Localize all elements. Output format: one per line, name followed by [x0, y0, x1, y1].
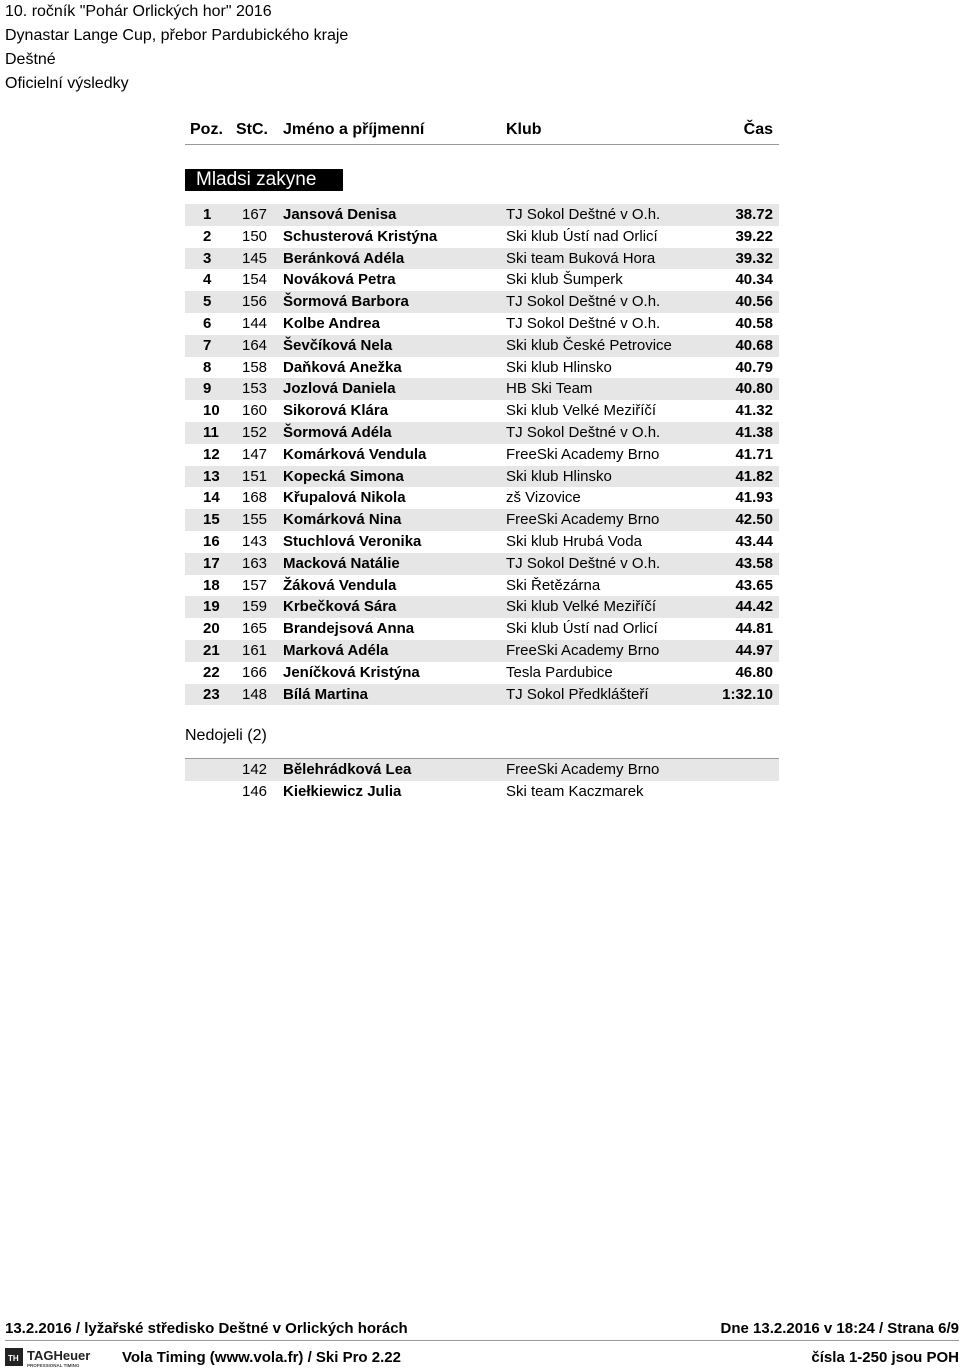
time-cell: 41.38 — [735, 423, 773, 441]
club-cell: Ski klub Hlinsko — [506, 358, 612, 376]
position-cell: 19 — [203, 598, 220, 616]
club-cell: Ski klub Ústí nad Orlicí — [506, 227, 658, 245]
club-cell: HB Ski Team — [506, 380, 593, 398]
time-cell: 42.50 — [735, 511, 773, 529]
start-number-cell: 164 — [242, 336, 268, 354]
table-row — [185, 596, 779, 618]
position-cell: 9 — [203, 380, 212, 398]
position-cell: 5 — [203, 293, 212, 311]
table-row — [185, 509, 779, 531]
club-cell: Ski klub České Petrovice — [506, 336, 672, 354]
table-row — [185, 248, 779, 270]
dnf-row — [185, 781, 779, 803]
event-title: 10. ročník "Pohár Orlických hor" 2016 — [5, 3, 272, 20]
table-row — [185, 444, 779, 466]
category-label: Mladsi zakyne — [185, 169, 343, 191]
time-cell: 39.22 — [735, 227, 773, 245]
document-type: Oficielní výsledky — [5, 75, 129, 92]
time-cell: 38.72 — [735, 206, 773, 223]
position-cell: 11 — [203, 423, 219, 441]
name-cell: Jozlová Daniela — [283, 380, 396, 398]
club-cell: TJ Sokol Deštné v O.h. — [506, 314, 661, 332]
start-number-cell: 151 — [242, 467, 268, 485]
name-cell: Šormová Barbora — [283, 293, 409, 311]
column-headers — [185, 118, 779, 145]
start-number-cell: 142 — [242, 761, 268, 778]
column-header-club: Klub — [506, 121, 542, 138]
document-header — [5, 0, 348, 96]
club-cell: TJ Sokol Deštné v O.h. — [506, 206, 661, 223]
club-cell: FreeSki Academy Brno — [506, 511, 660, 529]
start-number-cell: 168 — [242, 489, 268, 507]
time-cell: 41.82 — [735, 467, 773, 485]
time-cell: 43.44 — [735, 532, 773, 550]
table-row — [185, 640, 779, 662]
time-cell: 41.71 — [735, 445, 773, 463]
start-number-cell: 160 — [242, 402, 268, 420]
logo-subtext: PROFESSIONAL TIMING — [27, 1363, 80, 1368]
footer-note: čísla 1-250 jsou POH — [811, 1349, 959, 1366]
name-cell: Jeníčková Kristýna — [283, 663, 420, 681]
time-cell: 43.65 — [735, 576, 773, 594]
footer-timing-software: Vola Timing (www.vola.fr) / Ski Pro 2.22 — [122, 1349, 401, 1366]
table-row — [185, 291, 779, 313]
table-row — [185, 531, 779, 553]
position-cell: 6 — [203, 314, 212, 332]
table-row — [185, 226, 779, 248]
club-cell: Ski klub Velké Meziříčí — [506, 402, 657, 420]
footer-credits — [5, 1344, 959, 1370]
position-cell: 13 — [203, 467, 220, 485]
name-cell: Kiełkiewicz Julia — [283, 782, 402, 800]
table-row — [185, 204, 779, 226]
event-subtitle: Dynastar Lange Cup, přebor Pardubického kraje — [5, 27, 349, 44]
start-number-cell: 144 — [242, 314, 268, 332]
start-number-cell: 148 — [242, 685, 268, 703]
position-cell: 12 — [203, 445, 220, 463]
name-cell: Kolbe Andrea — [283, 314, 380, 332]
table-row — [185, 269, 779, 291]
table-row — [185, 357, 779, 379]
name-cell: Šormová Adéla — [283, 423, 392, 441]
name-cell: Marková Adéla — [283, 641, 389, 659]
table-row — [185, 466, 779, 488]
column-header-time: Čas — [743, 121, 773, 138]
logo-text: TAGHeuer — [27, 1348, 91, 1363]
time-cell: 40.34 — [735, 271, 773, 289]
dnf-row — [185, 759, 779, 781]
name-cell: Ševčíková Nela — [283, 336, 393, 354]
name-cell: Daňková Anežka — [283, 358, 402, 376]
table-row — [185, 378, 779, 400]
footer-print-page: Dne 13.2.2016 v 18:24 / Strana 6/9 — [720, 1320, 959, 1337]
name-cell: Macková Natálie — [283, 554, 400, 572]
position-cell: 20 — [203, 620, 220, 638]
start-number-cell: 156 — [242, 293, 268, 311]
position-cell: 22 — [203, 663, 220, 681]
position-cell: 16 — [203, 532, 220, 550]
position-cell: 3 — [203, 249, 212, 267]
position-cell: 14 — [203, 489, 220, 507]
time-cell: 44.42 — [735, 598, 773, 616]
name-cell: Nováková Petra — [283, 271, 396, 289]
name-cell: Bělehrádková Lea — [283, 761, 412, 778]
dnf-table — [185, 758, 779, 803]
position-cell: 2 — [203, 227, 212, 245]
name-cell: Brandejsová Anna — [283, 620, 415, 638]
club-cell: FreeSki Academy Brno — [506, 641, 660, 659]
name-cell: Kopecká Simona — [283, 467, 404, 485]
position-cell: 17 — [203, 554, 220, 572]
name-cell: Bílá Martina — [283, 685, 369, 703]
name-cell: Komárková Nina — [283, 511, 402, 529]
position-cell: 21 — [203, 641, 220, 659]
club-cell: TJ Sokol Deštné v O.h. — [506, 554, 661, 572]
club-cell: Ski klub Velké Meziříčí — [506, 598, 657, 616]
tagheuer-logo — [5, 1346, 115, 1368]
table-row — [185, 684, 779, 706]
table-row — [185, 313, 779, 335]
start-number-cell: 167 — [242, 206, 268, 223]
table-row — [185, 575, 779, 597]
club-cell: Tesla Pardubice — [506, 663, 613, 681]
club-cell: Ski klub Ústí nad Orlicí — [506, 620, 658, 638]
column-header-start-number: StC. — [236, 121, 268, 138]
position-cell: 10 — [203, 402, 220, 420]
table-row — [185, 400, 779, 422]
club-cell: FreeSki Academy Brno — [506, 445, 660, 463]
time-cell: 40.79 — [735, 358, 773, 376]
table-row — [185, 335, 779, 357]
start-number-cell: 161 — [242, 641, 268, 659]
dnf-title: Nedojeli (2) — [185, 727, 267, 744]
name-cell: Žáková Vendula — [283, 576, 397, 594]
table-row — [185, 662, 779, 684]
name-cell: Beránková Adéla — [283, 249, 405, 267]
time-cell: 44.81 — [735, 620, 773, 638]
position-cell: 8 — [203, 358, 212, 376]
start-number-cell: 166 — [242, 663, 268, 681]
club-cell: Ski team Buková Hora — [506, 249, 656, 267]
position-cell: 15 — [203, 511, 220, 529]
start-number-cell: 150 — [242, 227, 268, 245]
name-cell: Schusterová Kristýna — [283, 227, 438, 245]
time-cell: 43.58 — [735, 554, 773, 572]
time-cell: 39.32 — [735, 249, 773, 267]
start-number-cell: 145 — [242, 249, 268, 267]
club-cell: Ski klub Šumperk — [506, 271, 623, 289]
position-cell: 18 — [203, 576, 220, 594]
position-cell: 1 — [203, 206, 212, 223]
start-number-cell: 157 — [242, 576, 268, 594]
start-number-cell: 143 — [242, 532, 268, 550]
club-cell: FreeSki Academy Brno — [506, 761, 660, 778]
column-header-name: Jméno a příjmenní — [283, 121, 425, 138]
time-cell: 40.80 — [735, 380, 773, 398]
time-cell: 41.32 — [735, 402, 773, 420]
position-cell: 7 — [203, 336, 212, 354]
start-number-cell: 158 — [242, 358, 268, 376]
position-cell: 4 — [203, 271, 212, 289]
name-cell: Jansová Denisa — [283, 206, 397, 223]
name-cell: Krbečková Sára — [283, 598, 397, 616]
results-table — [185, 204, 779, 705]
club-cell: Ski klub Hlinsko — [506, 467, 612, 485]
start-number-cell: 153 — [242, 380, 268, 398]
footer-info — [5, 1318, 959, 1341]
start-number-cell: 146 — [242, 782, 268, 800]
start-number-cell: 154 — [242, 271, 268, 289]
event-location: Deštné — [5, 51, 56, 68]
club-cell: TJ Sokol Deštné v O.h. — [506, 293, 661, 311]
column-header-position: Poz. — [190, 121, 223, 138]
footer-date-venue: 13.2.2016 / lyžařské středisko Deštné v Orlických horách — [5, 1320, 408, 1337]
time-cell: 40.68 — [735, 336, 773, 354]
time-cell: 44.97 — [735, 641, 773, 659]
time-cell: 40.58 — [735, 314, 773, 332]
club-cell: zš Vizovice — [506, 489, 581, 507]
name-cell: Sikorová Klára — [283, 402, 389, 420]
name-cell: Stuchlová Veronika — [283, 532, 422, 550]
table-row — [185, 553, 779, 575]
time-cell: 40.56 — [735, 293, 773, 311]
start-number-cell: 152 — [242, 423, 268, 441]
time-cell: 1:32.10 — [722, 685, 773, 703]
table-row — [185, 487, 779, 509]
table-row — [185, 422, 779, 444]
time-cell: 41.93 — [735, 489, 773, 507]
svg-text:TH: TH — [8, 1354, 19, 1363]
start-number-cell: 159 — [242, 598, 268, 616]
start-number-cell: 155 — [242, 511, 268, 529]
time-cell: 46.80 — [735, 663, 773, 681]
table-row — [185, 618, 779, 640]
start-number-cell: 147 — [242, 445, 268, 463]
start-number-cell: 163 — [242, 554, 268, 572]
club-cell: Ski Řetězárna — [506, 576, 601, 594]
club-cell: TJ Sokol Deštné v O.h. — [506, 423, 661, 441]
club-cell: TJ Sokol Předklášteří — [506, 685, 649, 703]
position-cell: 23 — [203, 685, 220, 703]
club-cell: Ski klub Hrubá Voda — [506, 532, 642, 550]
name-cell: Křupalová Nikola — [283, 489, 406, 507]
start-number-cell: 165 — [242, 620, 268, 638]
name-cell: Komárková Vendula — [283, 445, 427, 463]
club-cell: Ski team Kaczmarek — [506, 782, 644, 800]
